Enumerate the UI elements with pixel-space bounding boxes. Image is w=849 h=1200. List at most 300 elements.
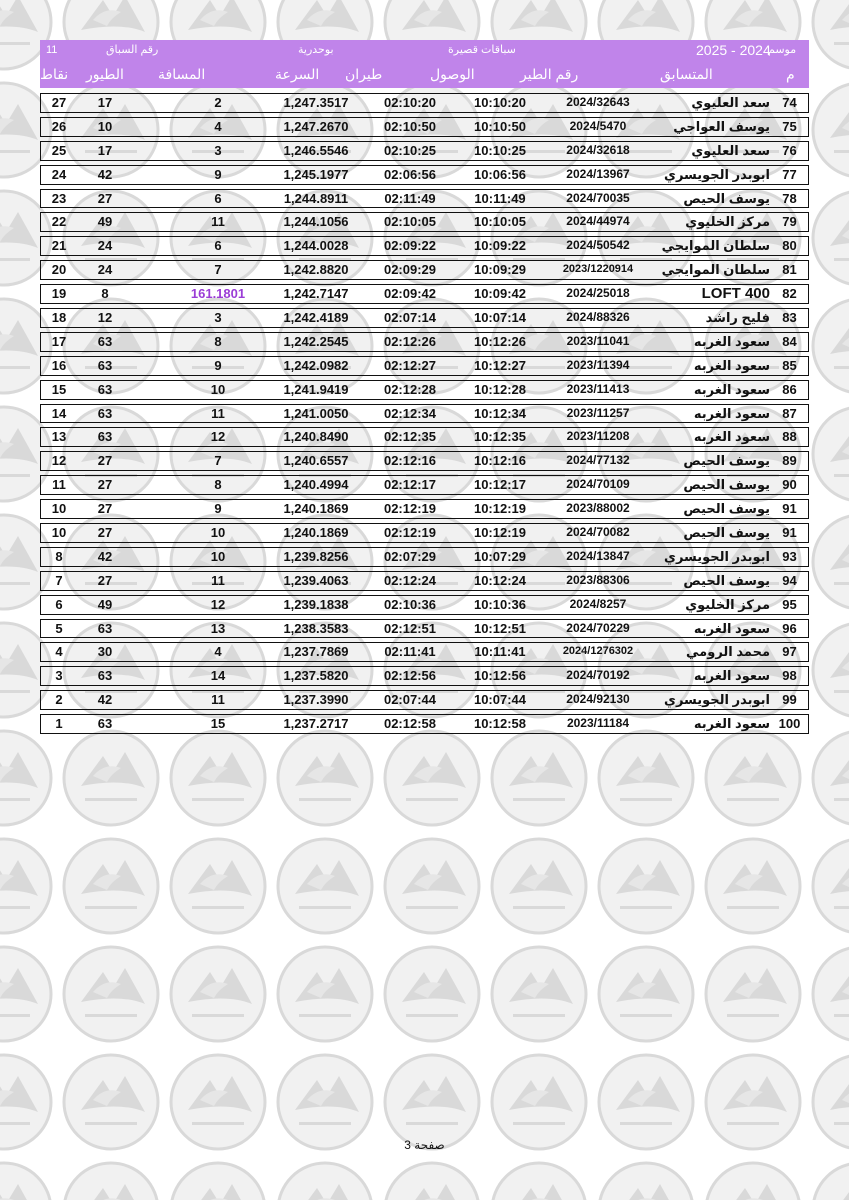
cell-ring: 2024/77132 — [566, 453, 630, 468]
cell-distance: 8 — [214, 333, 222, 349]
cell-name: ابوبدر الجويسري — [664, 166, 770, 182]
cell-name: يوسف الحيص — [683, 453, 770, 469]
cell-arrival: 10:06:56 — [473, 166, 527, 182]
cell-flight: 02:12:16 — [383, 453, 437, 469]
cell-birds: 24 — [97, 238, 113, 254]
cell-flight: 02:12:26 — [383, 333, 437, 349]
cell-speed: 1,240.1869 — [283, 501, 349, 517]
table-row — [40, 258, 809, 282]
cell-speed: 1,237.2717 — [283, 716, 349, 732]
cell-birds: 63 — [97, 716, 113, 732]
cell-speed: 1,242.2545 — [283, 333, 349, 349]
cell-name: مركز الخليوي — [685, 214, 770, 230]
cell-ring: 2023/88306 — [566, 572, 630, 587]
pigeon-emblem-icon — [278, 1055, 372, 1149]
pigeon-emblem-icon — [64, 1163, 158, 1200]
cell-birds: 63 — [97, 333, 113, 349]
cell-no: 86 — [782, 381, 797, 397]
table-row — [40, 282, 809, 306]
cell-ring: 2023/11257 — [566, 405, 630, 420]
cell-arrival: 10:09:42 — [473, 286, 527, 302]
pigeon-emblem-icon — [171, 731, 265, 825]
cell-flight: 02:11:49 — [384, 190, 436, 206]
cell-speed: 1,242.8820 — [283, 262, 349, 278]
cell-points: 20 — [51, 262, 67, 278]
cell-flight: 02:12:27 — [383, 357, 437, 373]
cell-arrival: 10:12:19 — [473, 525, 527, 541]
cell-arrival: 10:12:56 — [473, 668, 527, 684]
table-row — [40, 688, 809, 712]
cell-points: 26 — [51, 118, 67, 134]
pigeon-emblem-icon — [64, 731, 158, 825]
cell-distance: 4 — [214, 644, 222, 660]
cell-distance: 3 — [214, 142, 222, 158]
pigeon-emblem-icon — [492, 731, 586, 825]
col-speed: السرعة — [275, 66, 320, 82]
cell-name: سعد العليوي — [691, 95, 770, 110]
cell-speed: 1,239.4063 — [283, 572, 349, 588]
cell-flight: 02:12:58 — [383, 716, 437, 732]
cell-flight: 02:12:28 — [383, 381, 437, 397]
cell-flight: 02:12:19 — [383, 525, 437, 541]
cell-birds: 63 — [97, 405, 113, 421]
cell-distance: 4 — [214, 118, 222, 134]
pigeon-emblem-icon — [813, 1163, 849, 1200]
cell-birds: 27 — [97, 572, 113, 588]
cell-no: 91 — [782, 525, 797, 541]
cell-name: يوسف الحيص — [683, 477, 770, 493]
pigeon-emblem-icon — [278, 1163, 372, 1200]
race-type: سباقات قصيرة — [448, 44, 516, 56]
pigeon-emblem-icon — [0, 1055, 51, 1149]
cell-points: 24 — [51, 166, 67, 182]
cell-birds: 63 — [97, 620, 113, 636]
cell-ring: 2024/13967 — [566, 166, 630, 181]
table-row — [40, 569, 809, 593]
pigeon-emblem-icon — [706, 947, 800, 1041]
cell-ring: 2024/8257 — [569, 596, 627, 611]
cell-name: سعود الغربه — [693, 381, 770, 397]
cell-points: 16 — [51, 357, 67, 373]
table-row — [40, 593, 809, 617]
cell-flight: 02:12:35 — [383, 429, 437, 445]
pigeon-emblem-icon — [813, 515, 849, 609]
cell-birds: 42 — [97, 692, 113, 708]
cell-speed: 1,241.9419 — [283, 381, 349, 397]
pigeon-emblem-icon — [171, 947, 265, 1041]
cell-name: سلطان الموايجي — [661, 238, 770, 254]
cell-ring: 2023/11413 — [566, 381, 630, 396]
col-no: م — [786, 66, 795, 82]
cell-name: ابوبدر الجويسري — [664, 692, 770, 708]
cell-name: فليح راشد — [705, 310, 770, 326]
pigeon-emblem-icon — [813, 1055, 849, 1149]
cell-speed: 1,244.0028 — [283, 238, 349, 254]
cell-points: 21 — [51, 238, 67, 254]
cell-speed: 1,242.0982 — [283, 357, 349, 373]
cell-no: 90 — [782, 477, 797, 493]
cell-ring: 2024/50542 — [566, 238, 630, 253]
cell-points: 18 — [51, 310, 67, 326]
cell-distance: 9 — [214, 357, 222, 373]
season-label: موسم — [768, 44, 797, 56]
cell-speed: 1,237.7869 — [283, 644, 349, 660]
cell-points: 6 — [55, 596, 63, 612]
table-row — [40, 640, 809, 664]
cell-arrival: 10:12:19 — [473, 501, 527, 517]
cell-points: 7 — [55, 572, 63, 588]
cell-no: 85 — [782, 357, 797, 373]
pigeon-emblem-icon — [599, 947, 693, 1041]
cell-ring: 2024/32643 — [566, 95, 630, 109]
cell-no: 91 — [782, 501, 797, 517]
cell-flight: 02:10:36 — [383, 596, 437, 612]
cell-ring: 2024/70082 — [566, 525, 630, 540]
cell-ring: 2024/25018 — [566, 286, 630, 301]
cell-ring: 2023/11184 — [566, 716, 630, 731]
pigeon-emblem-icon — [599, 1055, 693, 1149]
cell-ring: 2023/11208 — [566, 429, 630, 444]
pigeon-emblem-icon — [171, 839, 265, 933]
cell-name: سعود الغربه — [693, 429, 770, 445]
cell-distance: 9 — [214, 166, 222, 182]
cell-flight: 02:10:20 — [383, 95, 437, 110]
cell-speed: 1,244.8911 — [283, 190, 349, 206]
cell-name: سعود الغربه — [693, 333, 770, 349]
cell-name: سعد العليوي — [691, 142, 770, 158]
cell-ring: 2024/70109 — [566, 477, 630, 492]
cell-flight: 02:10:50 — [383, 118, 437, 134]
cell-distance: 7 — [214, 262, 222, 278]
cell-flight: 02:12:34 — [383, 405, 437, 421]
pigeon-emblem-icon — [813, 839, 849, 933]
cell-no: 89 — [782, 453, 797, 469]
cell-points: 13 — [51, 429, 67, 445]
cell-name: سعود الغربه — [693, 357, 770, 373]
table-row — [40, 378, 809, 402]
cell-speed: 1,244.1056 — [283, 214, 349, 230]
col-arrival: الوصول — [430, 66, 475, 82]
table-row — [40, 402, 809, 426]
cell-speed: 1,245.1977 — [283, 166, 349, 182]
col-name: المتسابق — [660, 66, 713, 82]
cell-name: سعود الغربه — [693, 405, 770, 421]
table-row — [40, 210, 809, 234]
table-row — [40, 234, 809, 258]
cell-no: 84 — [782, 333, 797, 349]
cell-arrival: 10:10:50 — [473, 118, 527, 134]
cell-arrival: 10:07:14 — [473, 310, 527, 326]
cell-birds: 49 — [97, 214, 113, 230]
table-row — [40, 664, 809, 688]
table-row — [40, 617, 809, 641]
table-row — [40, 330, 809, 354]
cell-distance: 2 — [214, 95, 222, 110]
pigeon-emblem-icon — [813, 83, 849, 177]
cell-distance: 14 — [210, 668, 226, 684]
table-row — [40, 545, 809, 569]
table-row — [40, 163, 809, 187]
cell-speed: 1,240.8490 — [283, 429, 349, 445]
table-row — [40, 497, 809, 521]
cell-ring: 2024/70192 — [566, 668, 630, 683]
cell-ring: 2023/11394 — [566, 357, 630, 372]
cell-arrival: 10:12:34 — [473, 405, 527, 421]
results-header — [40, 40, 809, 88]
cell-flight: 02:09:29 — [383, 262, 437, 278]
header-columns-row — [40, 62, 809, 86]
cell-name: يوسف الحيص — [683, 572, 770, 588]
cell-arrival: 10:12:26 — [473, 333, 527, 349]
pigeon-emblem-icon — [706, 1055, 800, 1149]
cell-name: يوسف العواجي — [673, 118, 770, 134]
pigeon-emblem-icon — [385, 1055, 479, 1149]
cell-flight: 02:10:25 — [383, 142, 437, 158]
pigeon-emblem-icon — [813, 0, 849, 69]
cell-birds: 49 — [97, 596, 113, 612]
cell-distance: 161.1801 — [190, 286, 246, 302]
pigeon-emblem-icon — [64, 947, 158, 1041]
cell-no: 78 — [782, 190, 797, 206]
cell-speed: 1,247.3517 — [283, 95, 349, 110]
cell-ring: 2024/1276302 — [562, 645, 634, 658]
cell-distance: 11 — [211, 405, 225, 421]
cell-birds: 27 — [97, 501, 113, 517]
cell-distance: 12 — [210, 596, 226, 612]
cell-ring: 2023/1220914 — [562, 263, 634, 276]
cell-flight: 02:07:14 — [383, 310, 437, 326]
cell-no: 94 — [782, 572, 797, 588]
pigeon-emblem-icon — [385, 947, 479, 1041]
cell-birds: 24 — [97, 262, 113, 278]
cell-birds: 63 — [97, 668, 113, 684]
cell-ring: 2023/88002 — [566, 501, 630, 516]
cell-points: 10 — [51, 501, 67, 517]
table-row — [40, 354, 809, 378]
cell-no: 98 — [782, 668, 797, 684]
cell-distance: 7 — [214, 453, 222, 469]
cell-birds: 8 — [101, 286, 109, 302]
cell-distance: 10 — [210, 525, 226, 541]
cell-ring: 2024/32618 — [566, 142, 630, 157]
pigeon-emblem-icon — [0, 731, 51, 825]
cell-points: 14 — [51, 405, 67, 421]
cell-distance: 13 — [210, 620, 226, 636]
pigeon-emblem-icon — [0, 947, 51, 1041]
cell-points: 11 — [52, 477, 66, 493]
cell-flight: 02:12:56 — [383, 668, 437, 684]
cell-arrival: 10:12:35 — [473, 429, 527, 445]
cell-points: 25 — [51, 142, 67, 158]
cell-flight: 02:07:44 — [383, 692, 437, 708]
pigeon-emblem-icon — [385, 839, 479, 933]
pigeon-emblem-icon — [492, 839, 586, 933]
pigeon-emblem-icon — [385, 731, 479, 825]
page-number: صفحة 3 — [404, 1138, 445, 1152]
cell-arrival: 10:12:58 — [473, 716, 527, 732]
pigeon-emblem-icon — [599, 1163, 693, 1200]
cell-points: 5 — [55, 620, 63, 636]
cell-points: 12 — [51, 453, 67, 469]
pigeon-emblem-icon — [813, 191, 849, 285]
cell-flight: 02:11:41 — [384, 644, 436, 660]
pigeon-emblem-icon — [813, 407, 849, 501]
table-row — [40, 187, 809, 211]
cell-arrival: 10:10:05 — [473, 214, 527, 230]
cell-arrival: 10:12:28 — [473, 381, 527, 397]
cell-arrival: 10:09:22 — [473, 238, 527, 254]
table-row — [40, 115, 809, 139]
table-row — [40, 91, 809, 115]
cell-distance: 9 — [214, 501, 222, 517]
pigeon-emblem-icon — [171, 1163, 265, 1200]
table-row — [40, 449, 809, 473]
cell-distance: 11 — [211, 692, 225, 708]
cell-flight: 02:07:29 — [383, 548, 437, 564]
cell-no: 99 — [782, 692, 797, 708]
cell-ring: 2024/88326 — [566, 310, 630, 325]
cell-points: 17 — [51, 333, 67, 349]
cell-arrival: 10:12:51 — [473, 620, 527, 636]
pigeon-emblem-icon — [599, 731, 693, 825]
pigeon-emblem-icon — [813, 299, 849, 393]
cell-points: 8 — [55, 548, 63, 564]
cell-ring: 2024/13847 — [566, 548, 630, 563]
results-table — [40, 91, 809, 736]
cell-birds: 17 — [97, 142, 113, 158]
cell-name: مركز الخليوي — [685, 596, 770, 612]
cell-arrival: 10:07:44 — [473, 692, 527, 708]
cell-speed: 1,242.4189 — [283, 310, 349, 326]
pigeon-emblem-icon — [0, 839, 51, 933]
cell-distance: 15 — [210, 716, 226, 732]
cell-no: 80 — [782, 238, 797, 254]
col-distance: المسافة — [158, 66, 206, 82]
cell-speed: 1,240.4994 — [283, 477, 349, 493]
header-info-row — [40, 40, 809, 60]
pigeon-emblem-icon — [492, 1163, 586, 1200]
pigeon-emblem-icon — [706, 839, 800, 933]
cell-flight: 02:12:24 — [383, 572, 437, 588]
cell-arrival: 10:10:36 — [473, 596, 527, 612]
season: 2025 - 2024 — [696, 42, 771, 58]
table-row — [40, 425, 809, 449]
cell-ring: 2024/44974 — [566, 214, 630, 229]
pigeon-emblem-icon — [64, 839, 158, 933]
cell-birds: 42 — [97, 548, 113, 564]
cell-flight: 02:06:56 — [383, 166, 437, 182]
cell-ring: 2024/5470 — [569, 118, 627, 133]
cell-arrival: 10:12:24 — [473, 572, 527, 588]
cell-distance: 12 — [210, 429, 226, 445]
cell-ring: 2024/92130 — [566, 692, 630, 707]
pigeon-emblem-icon — [813, 623, 849, 717]
cell-points: 22 — [51, 214, 67, 230]
cell-no: 100 — [778, 716, 801, 732]
cell-flight: 02:09:42 — [383, 286, 437, 302]
cell-birds: 63 — [97, 429, 113, 445]
table-row — [40, 712, 809, 736]
pigeon-emblem-icon — [385, 1163, 479, 1200]
cell-arrival: 10:11:41 — [474, 644, 526, 660]
cell-ring: 2024/70229 — [566, 620, 630, 635]
pigeon-emblem-icon — [706, 1163, 800, 1200]
col-birds: الطيور — [86, 66, 124, 82]
cell-arrival: 10:09:29 — [473, 262, 527, 278]
cell-speed: 1,237.3990 — [283, 692, 349, 708]
race-number: 11 — [46, 44, 58, 56]
cell-speed: 1,237.5820 — [283, 668, 349, 684]
cell-arrival: 10:12:27 — [473, 357, 527, 373]
cell-flight: 02:12:51 — [383, 620, 437, 636]
cell-no: 82 — [782, 286, 797, 302]
cell-points: 19 — [51, 286, 67, 302]
pigeon-emblem-icon — [278, 839, 372, 933]
table-row — [40, 139, 809, 163]
cell-no: 93 — [782, 548, 797, 564]
cell-name: يوسف الحيص — [683, 525, 770, 541]
race-number-label: رقم السباق — [106, 44, 159, 56]
cell-birds: 63 — [97, 381, 113, 397]
cell-arrival: 10:10:20 — [473, 95, 527, 110]
col-points: نقاط — [40, 66, 69, 82]
cell-no: 88 — [782, 429, 797, 445]
cell-arrival: 10:10:25 — [473, 142, 527, 158]
cell-name: محمد الرومي — [686, 644, 770, 660]
col-ring: رقم الطير — [520, 66, 579, 82]
cell-birds: 12 — [97, 310, 113, 326]
cell-name: سعود الغربه — [693, 716, 770, 732]
cell-birds: 27 — [97, 453, 113, 469]
table-row — [40, 473, 809, 497]
table-row — [40, 306, 809, 330]
cell-speed: 1,240.1869 — [283, 525, 349, 541]
cell-birds: 27 — [97, 190, 113, 206]
cell-points: 15 — [51, 381, 67, 397]
pigeon-emblem-icon — [278, 947, 372, 1041]
pigeon-emblem-icon — [492, 947, 586, 1041]
cell-arrival: 10:12:16 — [473, 453, 527, 469]
cell-points: 4 — [55, 644, 63, 660]
pigeon-emblem-icon — [706, 731, 800, 825]
cell-distance: 10 — [210, 548, 226, 564]
cell-points: 10 — [51, 525, 67, 541]
pigeon-emblem-icon — [492, 1055, 586, 1149]
cell-birds: 27 — [97, 477, 113, 493]
cell-birds: 63 — [97, 357, 113, 373]
cell-speed: 1,239.1838 — [283, 596, 349, 612]
cell-no: 83 — [782, 310, 797, 326]
cell-birds: 17 — [97, 95, 113, 110]
cell-speed: 1,239.8256 — [283, 548, 349, 564]
cell-points: 27 — [51, 95, 67, 110]
cell-no: 76 — [782, 142, 797, 158]
cell-points: 1 — [55, 716, 63, 732]
cell-no: 75 — [782, 118, 797, 134]
pigeon-emblem-icon — [599, 839, 693, 933]
cell-birds: 42 — [97, 166, 113, 182]
cell-no: 95 — [782, 596, 797, 612]
cell-arrival: 10:11:49 — [474, 190, 526, 206]
cell-speed: 1,246.5546 — [283, 142, 349, 158]
cell-name: ابوبدر الجويسري — [664, 548, 770, 564]
col-flight: طيران — [345, 66, 383, 82]
cell-speed: 1,241.0050 — [283, 405, 349, 421]
pigeon-emblem-icon — [813, 731, 849, 825]
cell-name: LOFT 400 — [701, 285, 770, 303]
cell-no: 74 — [782, 95, 797, 110]
cell-name: يوسف الحيص — [683, 190, 770, 206]
